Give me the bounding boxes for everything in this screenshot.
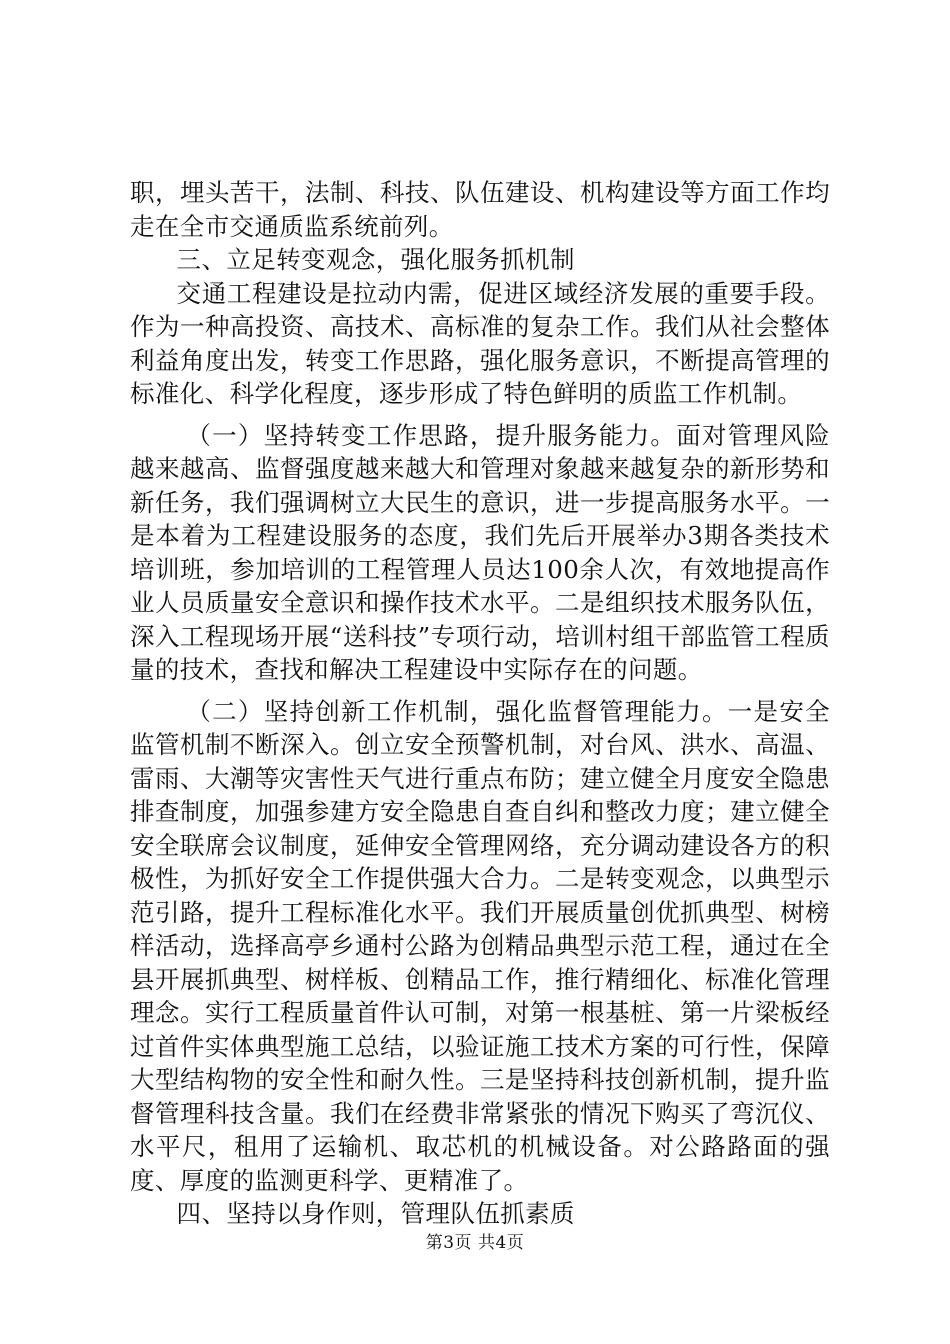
paragraph-subsection-2: （二）坚持创新工作机制，强化监督管理能力。一是安全监管机制不断深入。创立安全预警机制，对台风、洪水、高温、雷雨、大潮等灾害性天气进行重点布防；建立健全月度安全隐患排查制度，加强参建方安全隐患自查自纠和整改力度；建立健全安全联席会议制度，延伸安全管理网络，充分调动建设各方的积极性，为抓好安全工作提供强大合力。二是转变观念，以典型示范引路，提升工程标准化水平。我们开展质量创优抓典型、树榜样活动，选择高亭乡通村公路为创精品典型示范工程，通过在全县开展抓典型、树样板、创精品工作，推行精细化、标准化管理理念。实行工程质量首件认可制，对第一根基桩、第一片梁板经过首件实体典型施工总结，以验证施工技术方案的可行性，保障大型结构物的安全性和耐久性。三是坚持科技创新机制，提升监督管理科技含量。我们在经费非常紧张的情况下购买了弯沉仪、水平尺，租用了运输机、取芯机的机械设备。对公路路面的强度、厚度的监测更科学、更精准了。 xyxy=(130,696,830,1195)
document-body xyxy=(130,176,830,1231)
section-heading-4: 四、坚持以身作则，管理队伍抓素质 xyxy=(176,1199,575,1228)
page-footer xyxy=(0,1228,950,1253)
page-number-label: 第3页 共4页 xyxy=(425,1233,525,1253)
paragraph-continuation: 职，埋头苦干，法制、科技、队伍建设、机构建设等方面工作均走在全市交通质监系统前列。 xyxy=(130,178,830,241)
section-heading-3: 三、立足转变观念，强化服务抓机制 xyxy=(176,245,575,274)
paragraph-subsection-1: （一）坚持转变工作思路，提升服务能力。面对管理风险越来越高、监督强度越来越大和管理对象越来越复杂的新形势和新任务，我们强调树立大民生的意识，进一步提高服务水平。一是本着为工程建设服务的态度，我们先后开展举办3期各类技术培训班，参加培训的工程管理人员达100余人次，有效地提高作业人员质量安全意识和操作技术水平。二是组织技术服务队伍，深入工程现场开展“送科技”专项行动，培训村组干部监管工程质量的技术，查找和解决工程建设中实际存在的问题。 xyxy=(130,420,830,684)
paragraph-intro: 交通工程建设是拉动内需，促进区域经济发展的重要手段。作为一种高投资、高技术、高标准的复杂工作。我们从社会整体利益角度出发，转变工作思路，强化服务意识，不断提高管理的标准化、科学化程度，逐步形成了特色鲜明的质监工作机制。 xyxy=(130,278,830,408)
